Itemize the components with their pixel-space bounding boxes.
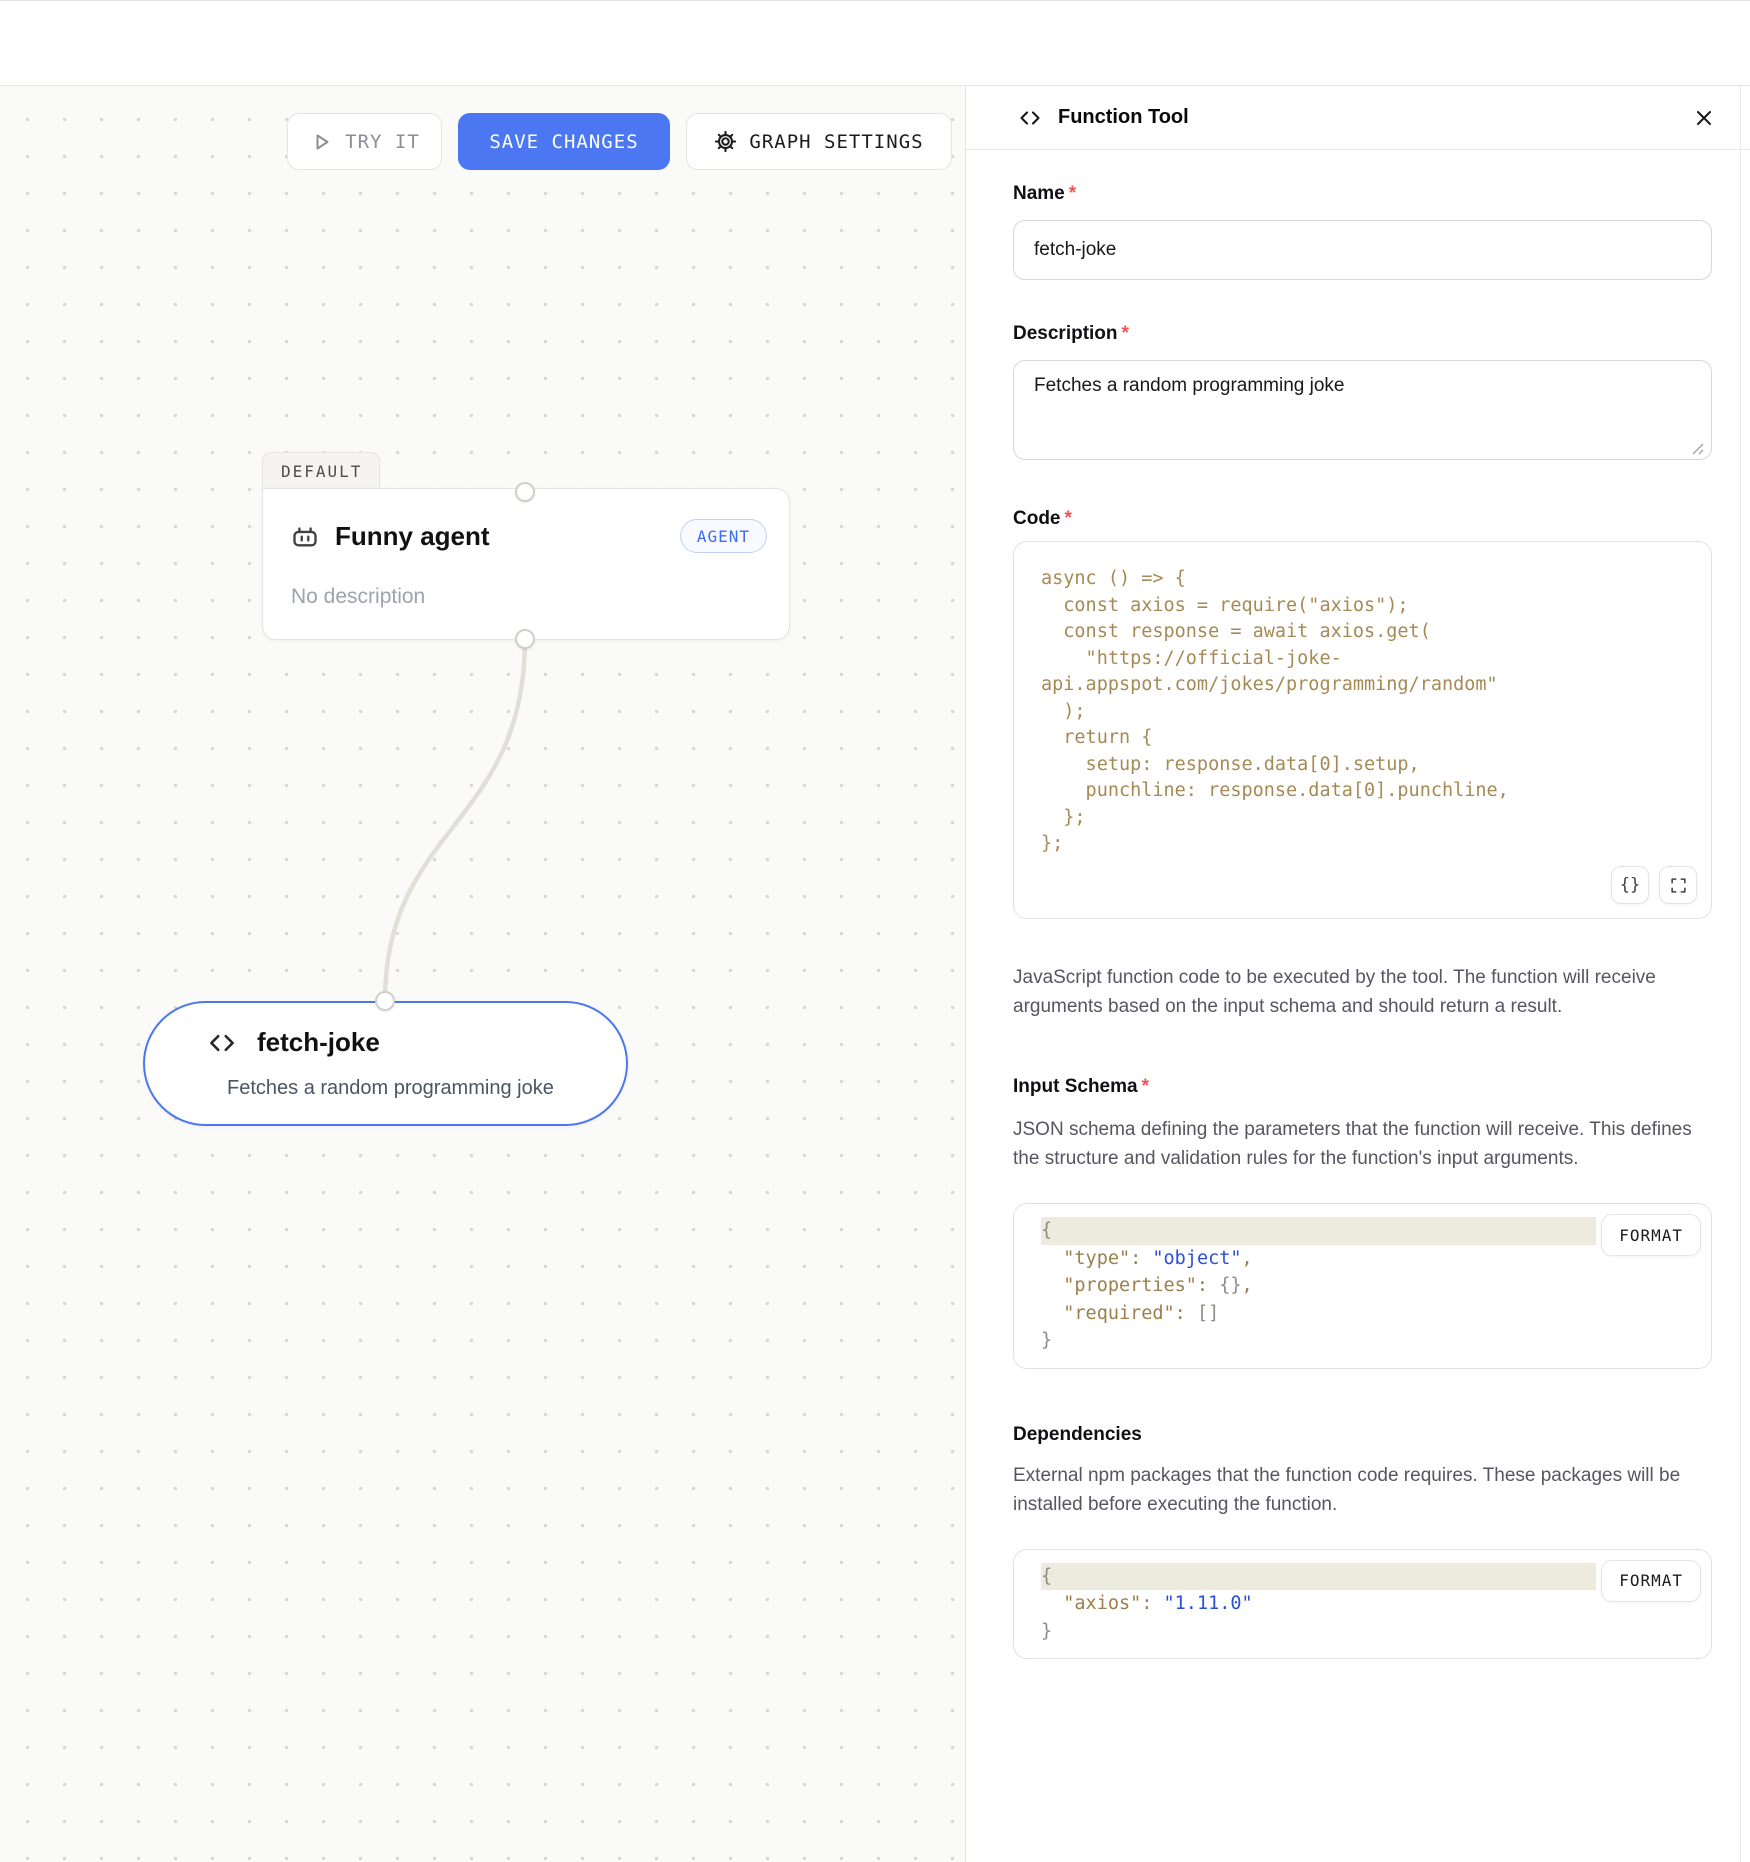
input-schema-label: Input Schema * bbox=[1013, 1076, 1149, 1097]
name-label: Name * bbox=[1013, 183, 1077, 204]
format-button[interactable]: FORMAT bbox=[1601, 1560, 1701, 1602]
robot-icon bbox=[291, 522, 319, 550]
agent-node-bottom-handle[interactable] bbox=[515, 629, 535, 649]
format-braces-button[interactable]: {} bbox=[1611, 866, 1649, 904]
resize-handle-icon[interactable] bbox=[1691, 442, 1705, 456]
expand-icon bbox=[1670, 877, 1687, 894]
agent-node-top-handle[interactable] bbox=[515, 482, 535, 502]
edge-connector bbox=[0, 86, 965, 1862]
canvas-toolbar bbox=[287, 113, 952, 170]
code-editor-content[interactable]: async () => { const axios = require("axios"); const response = await axios.get( "https://official-joke- api.appspot.com/jokes/programming/random" ); return { setup: response.data[0].setup, punchline: response.data[0].punchline, }; }; bbox=[1041, 568, 1509, 854]
dependencies-editor[interactable] bbox=[1013, 1549, 1712, 1660]
input-schema-editor[interactable] bbox=[1013, 1203, 1712, 1369]
group-label: DEFAULT bbox=[281, 461, 363, 481]
name-input[interactable] bbox=[1013, 220, 1712, 280]
graph-settings-button[interactable] bbox=[686, 113, 952, 170]
close-button[interactable] bbox=[1686, 100, 1722, 136]
required-asterisk: * bbox=[1068, 183, 1077, 204]
code-label: Code * bbox=[1013, 508, 1072, 529]
agent-node-title: Funny agent bbox=[335, 520, 490, 551]
agent-node[interactable] bbox=[262, 488, 790, 640]
save-changes-label: SAVE CHANGES bbox=[489, 130, 639, 153]
required-asterisk: * bbox=[1141, 1076, 1149, 1097]
graph-settings-label: GRAPH SETTINGS bbox=[749, 130, 924, 153]
code-icon bbox=[207, 1028, 237, 1058]
description-label: Description * bbox=[1013, 323, 1129, 344]
panel-header bbox=[966, 86, 1750, 150]
dependencies-content[interactable]: { "axios": "1.11.0" } bbox=[1041, 1563, 1711, 1646]
group-label-tab bbox=[262, 452, 380, 489]
tool-node-title: fetch-joke bbox=[257, 1027, 380, 1057]
dependencies-label: Dependencies bbox=[1013, 1423, 1142, 1445]
save-changes-button[interactable] bbox=[458, 113, 670, 170]
code-help-text: JavaScript function code to be executed by the tool. The function will receive arguments based on the input schema and should return a result. bbox=[1013, 967, 1656, 1017]
required-asterisk: * bbox=[1121, 323, 1129, 344]
required-asterisk: * bbox=[1064, 508, 1072, 529]
close-icon bbox=[1692, 106, 1716, 130]
try-it-label: TRY IT bbox=[345, 130, 420, 153]
tool-node-description: Fetches a random programming joke bbox=[227, 1077, 554, 1099]
expand-button[interactable] bbox=[1659, 866, 1697, 904]
graph-canvas[interactable] bbox=[0, 86, 965, 1862]
function-tool-panel bbox=[965, 86, 1750, 1862]
play-icon bbox=[309, 130, 333, 154]
try-it-button[interactable] bbox=[287, 113, 442, 170]
agent-node-description: No description bbox=[291, 585, 426, 608]
dependencies-help: External npm packages that the function code requires. These packages will be installed before executing the function. bbox=[1013, 1464, 1681, 1515]
agent-badge: AGENT bbox=[680, 519, 767, 553]
input-schema-help: JSON schema defining the parameters that the function will receive. This defines the structure and validation rules for the function's input arguments. bbox=[1013, 1119, 1692, 1169]
panel-title: Function Tool bbox=[1058, 106, 1189, 128]
top-bar bbox=[0, 0, 1750, 86]
tool-node[interactable] bbox=[143, 1001, 628, 1126]
gear-icon bbox=[714, 130, 737, 153]
tool-node-top-handle[interactable] bbox=[375, 991, 395, 1011]
input-schema-content[interactable]: { "type": "object", "properties": {}, "required": [] } bbox=[1041, 1217, 1711, 1355]
panel-scrollbar-track[interactable] bbox=[1740, 86, 1741, 1862]
format-button[interactable]: FORMAT bbox=[1601, 1214, 1701, 1256]
description-textarea[interactable] bbox=[1013, 360, 1712, 460]
code-editor[interactable] bbox=[1013, 541, 1712, 919]
function-tool-icon bbox=[1018, 106, 1042, 130]
